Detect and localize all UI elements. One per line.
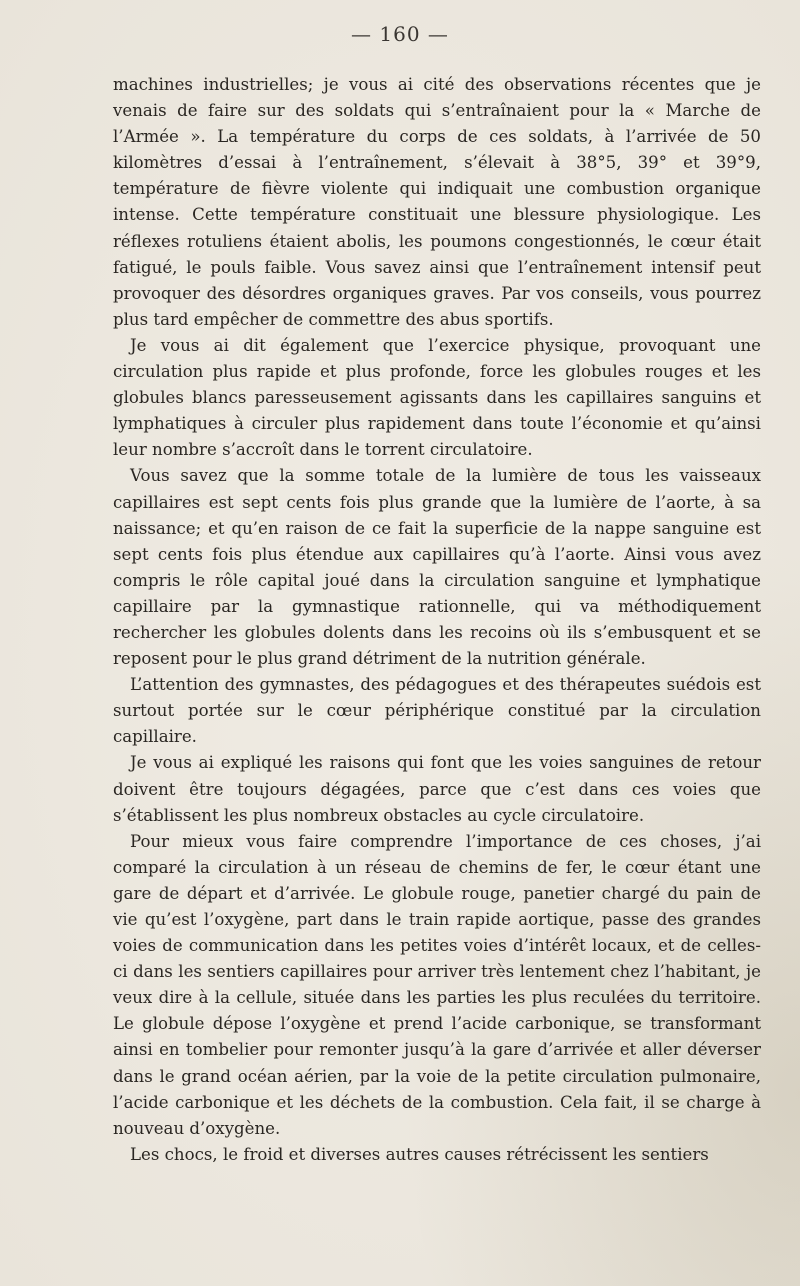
paragraph: Je vous ai dit également que l’exercice physique, provoquant une circulation plus rapide et plus profonde, force les globules rouges et les globules blancs paresseusement agissants dans les capillaires sanguins et lymphatiques à circuler plus rapidement dans toute l’économie et qu’ainsi leur nombre s’accroît dans le torrent circulatoire. bbox=[113, 335, 761, 460]
paragraph: L’attention des gymnastes, des pédagogues et des thérapeutes suédois est surtout portée sur le cœur périphérique constitué par la circulation capillaire. bbox=[113, 675, 761, 747]
paragraph: Les chocs, le froid et diverses autres causes rétrécissent les sentiers bbox=[130, 1144, 709, 1164]
paragraph: machines industrielles; je vous ai cité des observations récentes que je venais de faire sur des soldats qui s’entraînaient pour la « Marche de l’Armée ». La température du corps de ces soldats, à l’arrivée de 50 kilomètres d’essai à l’entraînement, s’élevait à 38°5, 39° et 39°9, température de fièvre violente qui indiquait une combustion organique intense. Cette température constituait une blessure physiologique. Les réflexes rotuliens étaient abolis, les poumons congestionnés, le cœur était fatigué, le pouls faible. Vous savez ainsi que l’entraînement intensif peut provoquer des désordres organiques graves. Par vos conseils, vous pourrez plus tard empêcher de commettre des abus sportifs. bbox=[113, 75, 761, 329]
paragraph: Je vous ai expliqué les raisons qui font que les voies sanguines de retour doivent être toujours dégagées, parce que c’est dans ces voies que s’établissent les plus nombreux obstacles au cycle circulatoire. bbox=[113, 753, 761, 825]
paragraph: Pour mieux vous faire comprendre l’importance de ces choses, j’ai comparé la circulation à un réseau de chemins de fer, le cœur étant une gare de départ et d’arrivée. Le globule rouge, panetier chargé du pain de vie qu’est l’oxygène, part dans le train rapide aortique, passe des grandes voies de communication dans les petites voies d’intérêt locaux, et de celles-ci dans les sentiers capillaires pour arriver très lentement chez l’habitant, je veux dire à la cellule, située dans les parties les plus reculées du territoire. Le globule dépose l’oxygène et prend l’acide carbonique, se transformant ainsi en tombelier pour remonter jusqu’à la gare d’arrivée et aller déverser dans le grand océan aérien, par la voie de la petite circulation pulmonaire, l’acide carbonique et les déchets de la combustion. Cela fait, il se charge à nouveau d’oxygène. bbox=[113, 831, 761, 1138]
paragraph: Vous savez que la somme totale de la lumière de tous les vaisseaux capillaires est sept cents fois plus grande que la lumière de l’aorte, à sa naissance; et qu’en raison de ce fait la superficie de la nappe sanguine est sept cents fois plus étendue aux capillaires qu’à l’aorte. Ainsi vous avez compris le rôle capital joué dans la circulation sanguine et lymphatique capillaire par la gymnastique rationnelle, qui va méthodiquement rechercher les globules dolents dans les recoins où ils s’embusquent et se reposent pour le plus grand détriment de la nutrition générale. bbox=[113, 466, 761, 669]
page-number: — 160 — bbox=[351, 22, 449, 46]
body-text bbox=[113, 72, 761, 1168]
